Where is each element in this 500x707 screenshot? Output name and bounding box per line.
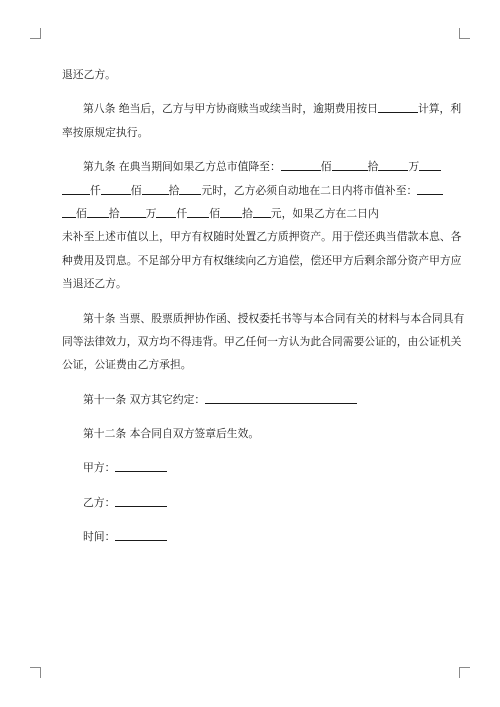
fill-blank <box>417 181 443 195</box>
article-8-line-2 <box>62 121 438 144</box>
fill-blank <box>253 204 271 218</box>
text: 率按原规定执行。 <box>62 125 149 139</box>
article-10-line-1 <box>62 307 465 330</box>
article-10-line-2 <box>62 330 462 353</box>
fill-blank <box>87 204 109 218</box>
crop-mark-top-right <box>459 28 470 39</box>
party-a-blank <box>115 458 167 472</box>
text: 第九条 在典当期间如果乙方总市值降至： <box>83 160 281 174</box>
text: 佰 <box>130 183 142 197</box>
fill-blank <box>101 181 131 195</box>
party-b-label: 乙方： <box>83 495 116 509</box>
text: 种费用及罚息。不足部分甲方有权继续向乙方追偿，偿还甲方后剩余部分资产甲方应 <box>62 253 462 267</box>
party-a-label: 甲方： <box>83 461 116 475</box>
fill-blank <box>187 204 209 218</box>
article-9-line-3 <box>62 202 438 225</box>
text: 计算，利 <box>417 102 462 116</box>
paragraph-continuation <box>62 63 438 86</box>
fill-blank <box>332 157 368 171</box>
signature-party-a <box>62 456 438 479</box>
article-10 <box>62 307 465 377</box>
text: 第十条 当票、股票质押协作函、授权委托书等与本合同有关的材料与本合同具有 <box>83 311 465 325</box>
text: 拾 <box>367 160 379 174</box>
article-9-line-2 <box>62 179 438 202</box>
text: 佰 <box>209 206 220 220</box>
fill-blank <box>62 181 90 195</box>
time-blank <box>115 527 167 541</box>
crop-mark-bottom-left <box>30 667 41 678</box>
article-9-line-6 <box>62 272 438 295</box>
article-9-line-5 <box>62 249 462 272</box>
signature-time <box>62 525 438 548</box>
fill-blank <box>378 157 408 171</box>
text: 第十一条 双方其它约定： <box>83 392 206 406</box>
fill-blank <box>120 204 146 218</box>
fill-blank <box>378 99 418 113</box>
contract-body <box>62 63 465 549</box>
article-10-line-3 <box>62 353 438 376</box>
text: 公证，公证费由乙方承担。 <box>62 358 192 372</box>
article-11 <box>62 388 438 411</box>
crop-mark-bottom-right <box>459 667 470 678</box>
text: 拾 <box>108 206 120 220</box>
text: 退还乙方。 <box>62 68 116 81</box>
text: 万 <box>145 206 157 220</box>
party-b-blank <box>115 493 167 507</box>
fill-blank <box>419 157 441 171</box>
text: 佰 <box>320 160 332 174</box>
article-9 <box>62 155 462 295</box>
time-label: 时间： <box>83 530 116 544</box>
fill-blank <box>179 181 201 195</box>
text: 当退还乙方。 <box>62 277 127 291</box>
crop-mark-top-left <box>30 28 41 39</box>
article-12 <box>62 422 438 445</box>
fill-blank <box>62 204 76 218</box>
text: 第十二条 本合同自双方签章后生效。 <box>83 427 260 441</box>
text: 佰 <box>76 206 87 220</box>
article-9-line-1 <box>62 155 438 178</box>
fill-blank <box>220 204 242 218</box>
text: 同等法律效力，双方均不得违背。甲乙任何一方认为此合同需要公证的，由公证机关 <box>62 334 462 348</box>
text: 拾 <box>168 183 180 197</box>
text: 万 <box>408 160 420 174</box>
text: 元时，乙方必须自动地在二日内将市值补至： <box>201 183 418 197</box>
fill-blank <box>281 157 321 171</box>
text: 元，如果乙方在二日内 <box>270 206 379 220</box>
fill-blank <box>156 204 176 218</box>
fill-blank <box>142 181 169 195</box>
text: 拾 <box>241 206 253 220</box>
other-agreements-blank <box>205 390 357 404</box>
text: 未补至上述市值以上，甲方有权随时处置乙方质押资产。用于偿还典当借款本息、各 <box>62 230 462 244</box>
text: 仟 <box>90 183 101 197</box>
text: 仟 <box>176 206 188 220</box>
signature-party-b <box>62 491 438 514</box>
article-8-line-1 <box>62 97 462 120</box>
article-8 <box>62 97 462 144</box>
article-9-line-4 <box>62 225 462 248</box>
text: 第八条 绝当后，乙方与甲方协商赎当或续当时，逾期费用按日 <box>83 102 378 116</box>
